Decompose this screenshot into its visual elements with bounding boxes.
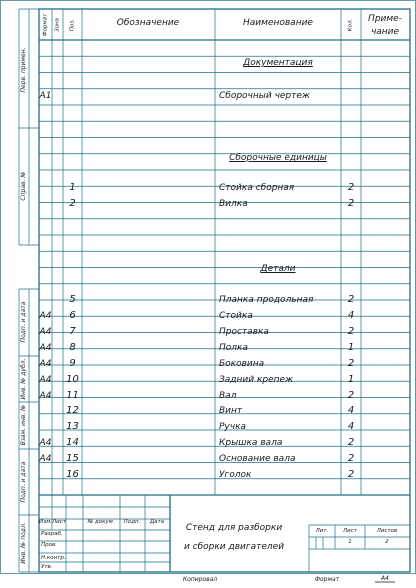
row-position: 8 bbox=[69, 342, 76, 353]
row-quantity: 2 bbox=[347, 437, 355, 448]
row-position: 2 bbox=[69, 198, 76, 209]
row-name: Боковина bbox=[219, 359, 265, 369]
row-position: 5 bbox=[69, 294, 76, 305]
tb-approved: Утв. bbox=[41, 564, 53, 570]
tb-sheet: Лист bbox=[52, 519, 66, 525]
row-position: 9 bbox=[69, 358, 76, 369]
footer-copied: Копировал bbox=[182, 576, 218, 583]
row-quantity: 2 bbox=[347, 453, 355, 464]
header-name: Наименование bbox=[243, 18, 313, 28]
row-name: Ручка bbox=[219, 422, 247, 432]
row-name: Винт bbox=[219, 406, 243, 416]
side-dup-inv: Инв. № дубл. bbox=[20, 358, 27, 400]
row-position: 14 bbox=[66, 437, 79, 448]
row-position: 12 bbox=[66, 405, 79, 416]
row-format: А4 bbox=[39, 375, 52, 385]
row-quantity: 2 bbox=[347, 182, 355, 193]
row-position: 15 bbox=[66, 453, 79, 464]
section-assemblies: Сборочные единицы bbox=[229, 153, 327, 163]
row-quantity: 1 bbox=[347, 374, 355, 385]
tb-sheets-label: Листов bbox=[376, 528, 398, 534]
row-position: 6 bbox=[69, 310, 76, 321]
row-format: А4 bbox=[39, 438, 52, 448]
tb-signature: Подп. bbox=[123, 519, 141, 525]
row-format: А4 bbox=[39, 343, 52, 353]
row-name: Планка продольная bbox=[219, 295, 314, 305]
tb-norm-control: Н.контр. bbox=[41, 555, 66, 561]
drawing-title-line2: и сборки двигателей bbox=[183, 542, 285, 552]
header-quantity: Кол. bbox=[347, 18, 354, 32]
row-quantity: 2 bbox=[347, 294, 355, 305]
tb-date: Дата bbox=[149, 519, 165, 525]
tb-sheets-value: 2 bbox=[385, 539, 389, 545]
row-quantity: 2 bbox=[347, 469, 355, 480]
row-name: Стойка сборная bbox=[219, 183, 295, 193]
row-position: 10 bbox=[66, 374, 79, 385]
row-position: 11 bbox=[66, 390, 79, 401]
header-designation: Обозначение bbox=[116, 18, 180, 28]
header-position: Поз. bbox=[68, 18, 75, 32]
footer-format-value: А4 bbox=[381, 575, 389, 582]
row-format: А1 bbox=[39, 91, 52, 101]
row-name: Крышка вала bbox=[219, 438, 283, 448]
header-note-line1: Приме- bbox=[368, 14, 402, 24]
row-format: А4 bbox=[39, 391, 52, 401]
header-zone: Зона bbox=[53, 18, 60, 32]
tb-checked: Пров. bbox=[41, 542, 57, 548]
row-quantity: 2 bbox=[347, 390, 355, 401]
tb-lit-label: Лит. bbox=[315, 528, 329, 534]
side-replaces-inv: Взам. инв. № bbox=[20, 404, 27, 446]
row-name: Вилка bbox=[219, 199, 248, 209]
drawing-title-line1: Стенд для разборки bbox=[185, 523, 283, 533]
header-format: Формат bbox=[41, 13, 48, 37]
row-name: Проставка bbox=[219, 327, 269, 337]
section-documentation: Документация bbox=[243, 58, 313, 68]
row-quantity: 4 bbox=[347, 421, 355, 432]
row-quantity: 4 bbox=[347, 405, 355, 416]
section-parts: Детали bbox=[260, 264, 296, 274]
row-position: 7 bbox=[69, 326, 76, 337]
header-note-line2: чание bbox=[370, 27, 400, 37]
row-position: 16 bbox=[66, 469, 79, 480]
row-name: Задний крепеж bbox=[219, 375, 294, 385]
row-name: Уголок bbox=[219, 470, 252, 480]
tb-developed: Разраб. bbox=[41, 531, 63, 537]
row-quantity: 2 bbox=[347, 198, 355, 209]
side-sign-date-2: Подп. и дата bbox=[20, 461, 27, 503]
tb-doc-no: № докум. bbox=[87, 519, 115, 525]
row-name: Вал bbox=[219, 391, 237, 401]
side-orig-inv: Инв. № подл. bbox=[20, 522, 27, 564]
tb-sheet-label: Лист bbox=[343, 528, 357, 534]
row-format: А4 bbox=[39, 454, 52, 464]
row-position: 13 bbox=[66, 421, 79, 432]
side-first-use: Перв. примен. bbox=[20, 47, 27, 93]
row-name: Полка bbox=[219, 343, 248, 353]
row-quantity: 1 bbox=[347, 342, 355, 353]
row-name: Основание вала bbox=[219, 454, 296, 464]
side-reference-no: Справ. № bbox=[20, 171, 27, 201]
row-quantity: 4 bbox=[347, 310, 355, 321]
row-format: А4 bbox=[39, 327, 52, 337]
row-format: А4 bbox=[39, 359, 52, 369]
row-quantity: 2 bbox=[347, 358, 355, 369]
footer-format-label: Формат bbox=[314, 576, 340, 583]
row-name: Сборочный чертеж bbox=[219, 91, 311, 101]
row-position: 1 bbox=[69, 182, 76, 193]
row-format: А4 bbox=[39, 311, 52, 321]
row-quantity: 2 bbox=[347, 326, 355, 337]
side-sign-date-1: Подп. и дата bbox=[20, 301, 27, 343]
tb-sheet-value: 1 bbox=[348, 539, 352, 545]
tb-change: Изм. bbox=[39, 519, 52, 525]
row-name: Стойка bbox=[219, 311, 253, 321]
